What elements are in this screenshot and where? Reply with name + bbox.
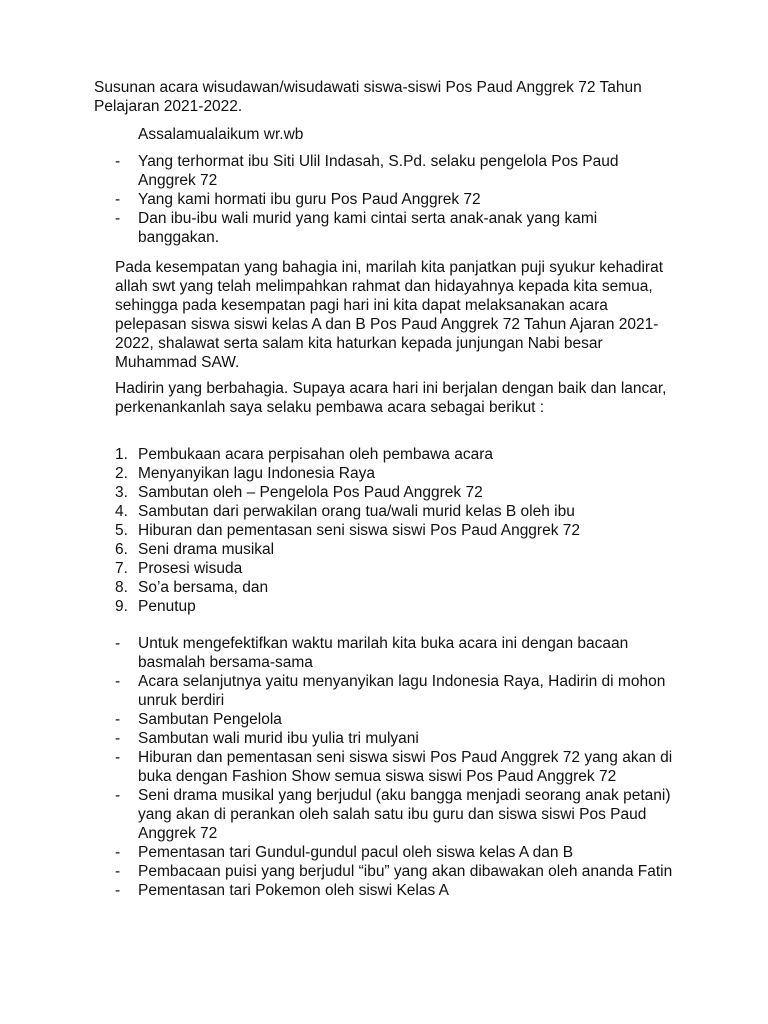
intro-paragraph: Hadirin yang berbahagia. Supaya acara hari ini berjalan dengan baik dan lancar, perkenankanlah saya selaku pembawa acara sebagai berikut : <box>115 380 667 416</box>
agenda-number: 6. <box>115 541 128 558</box>
agenda-text: Pembukaan acara perpisahan oleh pembawa acara <box>138 446 494 463</box>
dash-bullet: - <box>115 153 121 170</box>
detail-text: Pementasan tari Pokemon oleh siswi Kelas A <box>138 882 450 899</box>
agenda-number: 7. <box>115 560 128 577</box>
dash-bullet: - <box>115 635 121 652</box>
dash-bullet: - <box>115 673 121 690</box>
agenda-text: Prosesi wisuda <box>138 560 243 577</box>
list-item <box>0 634 678 672</box>
dash-bullet: - <box>115 863 121 880</box>
list-item <box>0 152 678 190</box>
list-item <box>0 881 678 900</box>
agenda-text: Penutup <box>138 598 196 615</box>
dash-bullet: - <box>115 749 121 766</box>
list-item <box>0 862 678 881</box>
list-item <box>0 190 678 209</box>
agenda-text: Sambutan oleh – Pengelola Pos Paud Anggrek 72 <box>138 484 483 501</box>
agenda-item <box>0 597 678 616</box>
dash-bullet: - <box>115 844 121 861</box>
agenda-number: 8. <box>115 579 128 596</box>
agenda-item <box>0 578 678 597</box>
salutation-list <box>0 152 768 247</box>
agenda-item <box>0 464 678 483</box>
agenda-item <box>0 445 678 464</box>
agenda-text: So’a bersama, dan <box>138 579 269 596</box>
list-item <box>0 209 678 247</box>
greeting: Assalamualaikum wr.wb <box>138 126 304 143</box>
agenda-number: 1. <box>115 446 128 463</box>
agenda-text: Seni drama musikal <box>138 541 275 558</box>
dash-bullet: - <box>115 711 121 728</box>
detail-list <box>0 634 768 900</box>
detail-text: Hiburan dan pementasan seni siswa siswi Pos Paud Anggrek 72 yang akan di buka dengan Fashion Show semua siswa siswi Pos Paud Anggrek 72 <box>138 749 673 785</box>
dash-bullet: - <box>115 882 121 899</box>
salutation-text: Yang terhormat ibu Siti Ulil Indasah, S.Pd. selaku pengelola Pos Paud Anggrek 72 <box>138 153 619 189</box>
salutation-text: Yang kami hormati ibu guru Pos Paud Anggrek 72 <box>138 191 481 208</box>
agenda-item <box>0 540 678 559</box>
agenda-number: 4. <box>115 503 128 520</box>
agenda-item <box>0 502 678 521</box>
agenda-number: 2. <box>115 465 128 482</box>
list-item <box>0 672 678 710</box>
detail-text: Pementasan tari Gundul-gundul pacul oleh siswa kelas A dan B <box>138 844 574 861</box>
dash-bullet: - <box>115 210 121 227</box>
dash-bullet: - <box>115 787 121 804</box>
detail-text: Sambutan wali murid ibu yulia tri mulyani <box>138 730 419 747</box>
agenda-item <box>0 559 678 578</box>
agenda-number: 3. <box>115 484 128 501</box>
list-item <box>0 748 678 786</box>
agenda-list <box>0 445 768 616</box>
detail-text: Untuk mengefektifkan waktu marilah kita buka acara ini dengan bacaan basmalah bersama-sama <box>138 635 629 671</box>
agenda-item <box>0 521 678 540</box>
dash-bullet: - <box>115 730 121 747</box>
salutation-text: Dan ibu-ibu wali murid yang kami cintai serta anak-anak yang kami banggakan. <box>138 210 598 246</box>
detail-text: Seni drama musikal yang berjudul (aku bangga menjadi seorang anak petani) yang akan di perankan oleh salah satu ibu guru dan siswa siswi Pos Paud Anggrek 72 <box>138 787 671 842</box>
agenda-number: 5. <box>115 522 128 539</box>
list-item <box>0 843 678 862</box>
detail-text: Acara selanjutnya yaitu menyanyikan lagu Indonesia Raya, Hadirin di mohon unruk berdiri <box>138 673 666 709</box>
agenda-number: 9. <box>115 598 128 615</box>
list-item <box>0 729 678 748</box>
opening-paragraph: Pada kesempatan yang bahagia ini, marilah kita panjatkan puji syukur kehadirat allah swt yang telah melimpahkan rahmat dan hidayahnya kepada kita semua, sehingga pada kesempatan pagi hari ini kita dapat melaksanakan acara pelepasan siswa siswi kelas A dan B Pos Paud Anggrek 72 Tahun Ajaran 2021-2022, shalawat serta salam kita haturkan kepada junjungan Nabi besar Muhammad SAW. <box>115 259 664 371</box>
agenda-text: Menyanyikan lagu Indonesia Raya <box>138 465 375 482</box>
detail-text: Pembacaan puisi yang berjudul “ibu” yang akan dibawakan oleh ananda Fatin <box>138 863 673 880</box>
detail-text: Sambutan Pengelola <box>138 711 282 728</box>
dash-bullet: - <box>115 191 121 208</box>
agenda-text: Hiburan dan pementasan seni siswa siswi Pos Paud Anggrek 72 <box>138 522 581 539</box>
list-item <box>0 786 678 843</box>
list-item <box>0 710 678 729</box>
agenda-text: Sambutan dari perwakilan orang tua/wali murid kelas B oleh ibu <box>138 503 575 520</box>
agenda-item <box>0 483 678 502</box>
document-title: Susunan acara wisudawan/wisudawati siswa-siswi Pos Paud Anggrek 72 Tahun Pelajaran 2021-2022. <box>94 79 642 115</box>
